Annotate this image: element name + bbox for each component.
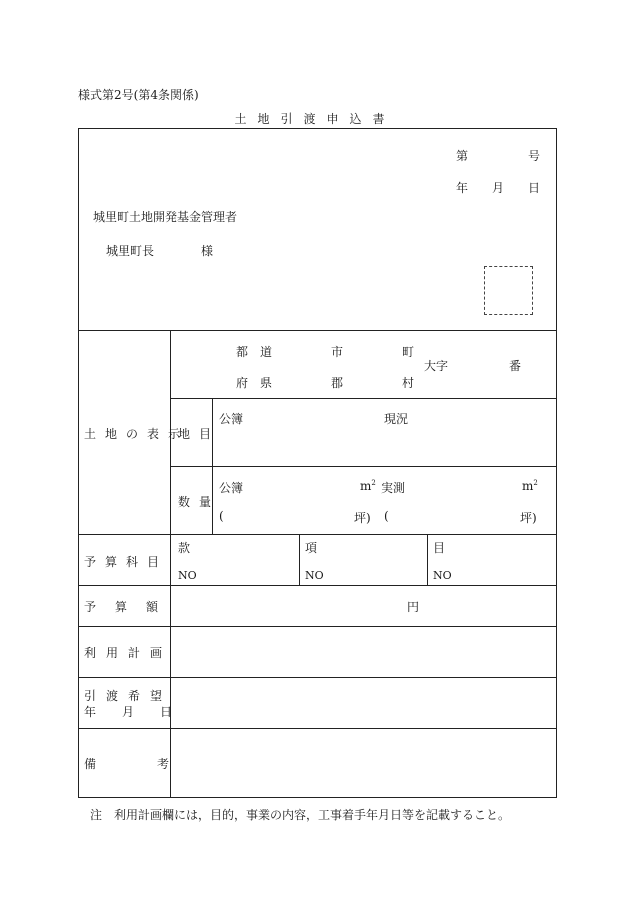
- row-divider: [78, 330, 556, 331]
- tsubo-official: 坪): [354, 511, 371, 525]
- area-official-label: 公簿: [219, 481, 244, 495]
- budget-amount-label: 予算額: [84, 600, 178, 614]
- address-ban: 番: [509, 359, 522, 373]
- number-suffix: 号: [528, 149, 541, 163]
- address-gun: 郡: [331, 376, 344, 390]
- form-number-label: 様式第2号(第4条関係): [78, 88, 199, 102]
- tsubo-surveyed: 坪): [520, 511, 537, 525]
- land-category-actual: 現況: [384, 412, 409, 426]
- budget-kan-label: 款: [178, 541, 191, 555]
- row-divider: [170, 398, 556, 399]
- addressee-organization: 城里町土地開発基金管理者: [93, 210, 238, 224]
- date-day: 日: [528, 181, 541, 195]
- number-prefix: 第: [456, 149, 469, 163]
- sublabel-column-divider: [212, 398, 213, 534]
- budget-item-label: 予算科目: [84, 555, 169, 569]
- document-title: 土地引渡申込書: [234, 112, 396, 126]
- land-category-label: 地目: [178, 427, 221, 441]
- address-machi: 町: [402, 345, 415, 359]
- honorific: 様: [201, 244, 214, 258]
- label-column-divider: [170, 330, 171, 797]
- area-official-unit: [360, 479, 376, 493]
- address-fu: 府: [236, 376, 249, 390]
- address-oaza: 大字: [424, 359, 449, 373]
- area-surveyed-unit: [522, 479, 538, 493]
- address-to: 都: [236, 345, 249, 359]
- row-divider: [78, 585, 556, 586]
- budget-moku-label: 目: [433, 541, 446, 555]
- row-divider: [170, 466, 556, 467]
- unit-m-text: m: [360, 479, 372, 493]
- address-mura: 村: [402, 376, 415, 390]
- budget-kou-no: NO: [305, 569, 324, 582]
- budget-moku-no: NO: [433, 569, 452, 582]
- address-do: 道: [260, 345, 273, 359]
- row-divider: [78, 626, 556, 627]
- unit-exponent: 2: [533, 479, 538, 487]
- budget-amount-yen: 円: [407, 600, 420, 614]
- land-display-label: 土地の表示: [84, 427, 190, 441]
- footnote: 注 利用計画欄には，目的，事業の内容，工事着手年月日等を記載すること。: [90, 808, 511, 822]
- budget-column-divider: [299, 534, 300, 585]
- land-category-official: 公簿: [219, 412, 244, 426]
- unit-exponent: 2: [371, 479, 376, 487]
- seal-box: [484, 266, 533, 315]
- tsubo-open-paren-2: (: [384, 509, 389, 523]
- budget-kan-no: NO: [178, 569, 197, 582]
- remarks-label: 備考: [84, 757, 231, 771]
- date-year: 年: [456, 181, 469, 195]
- usage-plan-label: 利用計画: [84, 646, 173, 660]
- budget-kou-label: 項: [305, 541, 318, 555]
- unit-m-text: m: [522, 479, 534, 493]
- area-label: 数量: [178, 495, 221, 509]
- row-divider: [78, 728, 556, 729]
- row-divider: [78, 534, 556, 535]
- delivery-date-label-line1: 引渡希望: [84, 689, 173, 703]
- tsubo-open-paren: (: [219, 509, 224, 523]
- budget-column-divider: [427, 534, 428, 585]
- row-divider: [78, 677, 556, 678]
- date-month: 月: [492, 181, 505, 195]
- area-surveyed-label: 実測: [381, 481, 406, 495]
- address-shi: 市: [331, 345, 344, 359]
- delivery-date-label-line2: 年月日: [84, 705, 199, 719]
- address-ken: 県: [260, 376, 273, 390]
- addressee-person: 城里町長: [106, 244, 155, 258]
